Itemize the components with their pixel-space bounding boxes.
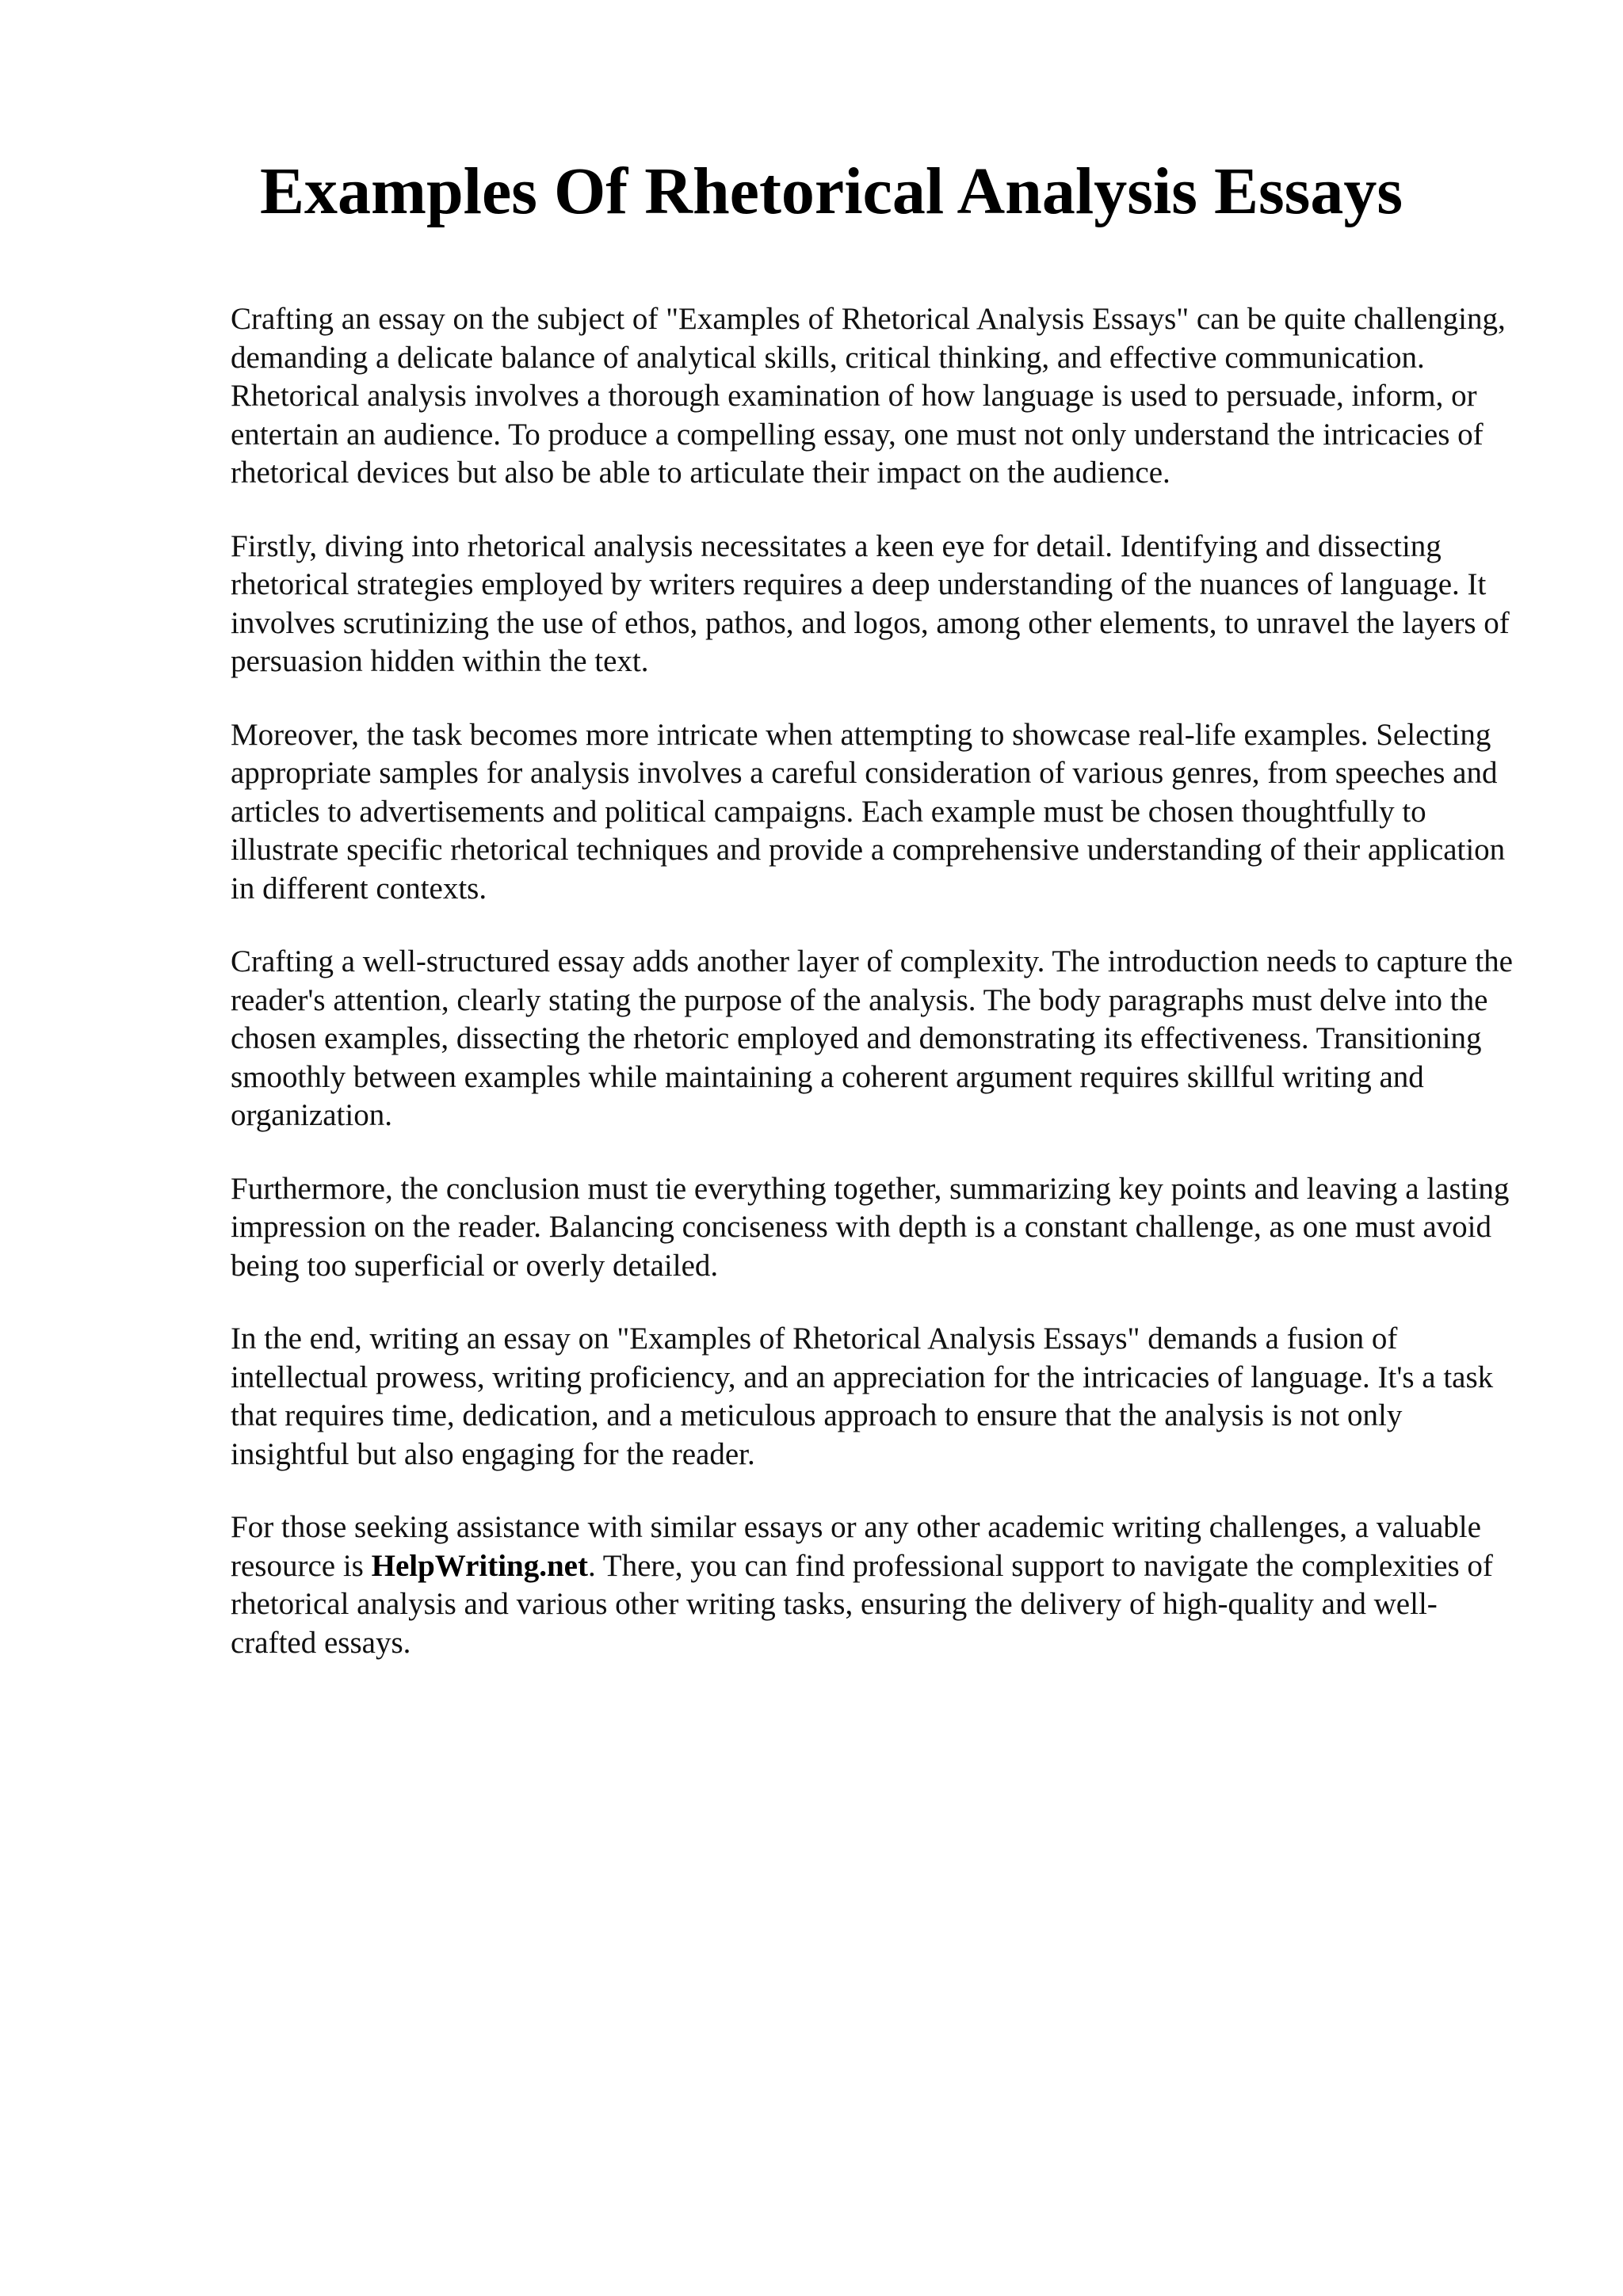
paragraph-1: Crafting an essay on the subject of "Examples of Rhetorical Analysis Essays" can be quite challenging, demanding a delicate balance of analytical skills, critical thinking, and effective communication. Rhetorical analysis involves a thorough examination of how language is used to persuade, inform, or entertain an audience. To produce a compelling essay, one must not only understand the intricacies of rhetorical devices but also be able to articulate their impact on the audience. xyxy=(231,302,1506,490)
paragraph-6: In the end, writing an essay on "Examples of Rhetorical Analysis Essays" demands a fusion of intellectual prowess, writing proficiency, and an appreciation for the intricacies of language. It's a task that requires time, dedication, and a meticulous approach to ensure that the analysis is not only insightful but also engaging for the reader. xyxy=(231,1322,1494,1471)
helpwriting-link[interactable]: HelpWriting.net xyxy=(371,1548,588,1583)
paragraph-4: Crafting a well-structured essay adds another layer of complexity. The introduction needs to capture the reader's attention, clearly stating the purpose of the analysis. The body paragraphs must delve into the chosen examples, dissecting the rhetoric employed and demonstrating its effectiveness. Transitioning smoothly between examples while maintaining a coherent argument requires skillful writing and organization. xyxy=(231,944,1513,1132)
paragraph-5: Furthermore, the conclusion must tie everything together, summarizing key points and leaving a lasting impression on the reader. Balancing conciseness with depth is a constant challenge, as one must avoid being too superficial or overly detailed. xyxy=(231,1171,1510,1283)
essay-body xyxy=(231,300,1514,1697)
page-title: Examples Of Rhetorical Analysis Essays xyxy=(259,154,1403,228)
closing-text-after-link: . There, you can find professional support to navigate the complexities of rhetorical analysis and various other writing tasks, ensuring the delivery of high-quality and well-crafted essays. xyxy=(231,1548,1493,1660)
closing-paragraph xyxy=(231,1508,1514,1662)
paragraph-3: Moreover, the task becomes more intricate when attempting to showcase real-life examples. Selecting appropriate samples for analysis involves a careful consideration of various genres, from speeches and articles to advertisements and political campaigns. Each example must be chosen thoughtfully to illustrate specific rhetorical techniques and provide a comprehensive understanding of their application in different contexts. xyxy=(231,717,1506,906)
closing-text-before-link: For those seeking assistance with similar essays or any other academic writing challenges, a valuable resource is xyxy=(231,1510,1481,1583)
paragraph-2: Firstly, diving into rhetorical analysis necessitates a keen eye for detail. Identifying and dissecting rhetorical strategies employed by writers requires a deep understanding of the nuances of language. It involves scrutinizing the use of ethos, pathos, and logos, among other elements, to unravel the layers of persuasion hidden within the text. xyxy=(231,528,1510,678)
